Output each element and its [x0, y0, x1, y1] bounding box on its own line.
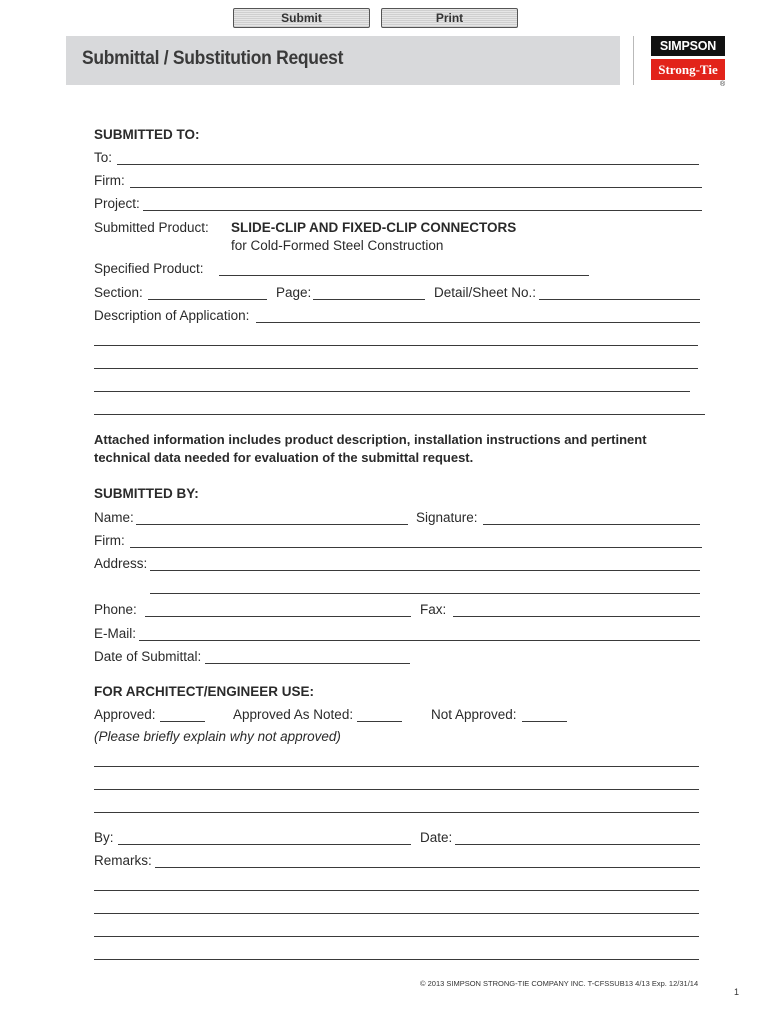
- fax-field[interactable]: [453, 616, 700, 617]
- detail-sheet-field[interactable]: [539, 299, 700, 300]
- firm-label: Firm:: [94, 173, 125, 188]
- name-field[interactable]: [136, 524, 408, 525]
- architect-date-label: Date:: [420, 830, 453, 845]
- remarks-line-3[interactable]: [94, 913, 699, 914]
- name-label: Name:: [94, 510, 134, 525]
- explain-note: (Please briefly explain why not approved): [94, 729, 341, 744]
- fax-label: Fax:: [420, 602, 447, 617]
- explain-line-1[interactable]: [94, 766, 699, 767]
- address-field[interactable]: [150, 570, 700, 571]
- logo-divider: [633, 36, 634, 85]
- page-field[interactable]: [313, 299, 425, 300]
- page-label: Page:: [276, 285, 312, 300]
- phone-label: Phone:: [94, 602, 137, 617]
- architect-date-field[interactable]: [455, 844, 700, 845]
- submitted-by-heading: SUBMITTED BY:: [94, 486, 199, 501]
- firm-field[interactable]: [130, 187, 702, 188]
- by-firm-field[interactable]: [130, 547, 702, 548]
- address-line-2[interactable]: [150, 593, 700, 594]
- explain-line-2[interactable]: [94, 789, 699, 790]
- footer-copyright: © 2013 SIMPSON STRONG-TIE COMPANY INC. T-CFSSUB13 4/13 Exp. 12/31/14: [420, 979, 699, 988]
- approved-as-noted-label: Approved As Noted:: [233, 707, 354, 722]
- email-label: E-Mail:: [94, 626, 137, 641]
- section-field[interactable]: [148, 299, 267, 300]
- date-of-submittal-label: Date of Submittal:: [94, 649, 202, 664]
- architect-heading: FOR ARCHITECT/ENGINEER USE:: [94, 684, 315, 699]
- remarks-field[interactable]: [155, 867, 700, 868]
- signature-label: Signature:: [416, 510, 478, 525]
- logo-simpson: SIMPSON: [651, 36, 725, 56]
- to-field[interactable]: [117, 164, 699, 165]
- approved-field[interactable]: [160, 721, 205, 722]
- description-label: Description of Application:: [94, 308, 250, 323]
- submitted-product-name: SLIDE-CLIP AND FIXED-CLIP CONNECTORS: [231, 220, 517, 235]
- print-button[interactable]: Print: [381, 8, 518, 28]
- remarks-label: Remarks:: [94, 853, 152, 868]
- by-label: By:: [94, 830, 114, 845]
- address-label: Address:: [94, 556, 148, 571]
- remarks-line-5[interactable]: [94, 959, 699, 960]
- submitted-product-label: Submitted Product:: [94, 220, 209, 235]
- attached-note-line-2: technical data needed for evaluation of the submittal request.: [94, 450, 474, 465]
- submit-button[interactable]: Submit: [233, 8, 370, 28]
- page-title: Submittal / Substitution Request: [82, 48, 344, 69]
- by-field[interactable]: [118, 844, 411, 845]
- logo-strong-tie: Strong-Tie: [651, 59, 725, 80]
- by-firm-label: Firm:: [94, 533, 125, 548]
- description-line-4[interactable]: [94, 391, 690, 392]
- approved-as-noted-field[interactable]: [357, 721, 402, 722]
- description-field[interactable]: [256, 322, 700, 323]
- project-label: Project:: [94, 196, 140, 211]
- explain-line-3[interactable]: [94, 812, 699, 813]
- not-approved-label: Not Approved:: [431, 707, 517, 722]
- approved-label: Approved:: [94, 707, 156, 722]
- section-label: Section:: [94, 285, 143, 300]
- date-of-submittal-field[interactable]: [205, 663, 410, 664]
- remarks-line-2[interactable]: [94, 890, 699, 891]
- description-line-3[interactable]: [94, 368, 698, 369]
- to-label: To:: [94, 150, 113, 165]
- phone-field[interactable]: [145, 616, 411, 617]
- page-number: 1: [734, 987, 740, 997]
- logo-registered-mark: ®: [720, 81, 726, 88]
- description-line-5[interactable]: [94, 414, 705, 415]
- attached-note-line-1: Attached information includes product description, installation instructions and pertinent: [94, 432, 647, 447]
- email-field[interactable]: [139, 640, 700, 641]
- remarks-line-4[interactable]: [94, 936, 699, 937]
- specified-product-label: Specified Product:: [94, 261, 204, 276]
- not-approved-field[interactable]: [522, 721, 567, 722]
- signature-field[interactable]: [483, 524, 700, 525]
- project-field[interactable]: [143, 210, 702, 211]
- specified-product-field[interactable]: [219, 275, 589, 276]
- submitted-to-heading: SUBMITTED TO:: [94, 127, 200, 142]
- description-line-2[interactable]: [94, 345, 698, 346]
- detail-sheet-label: Detail/Sheet No.:: [434, 285, 537, 300]
- submitted-product-subtitle: for Cold-Formed Steel Construction: [231, 238, 444, 253]
